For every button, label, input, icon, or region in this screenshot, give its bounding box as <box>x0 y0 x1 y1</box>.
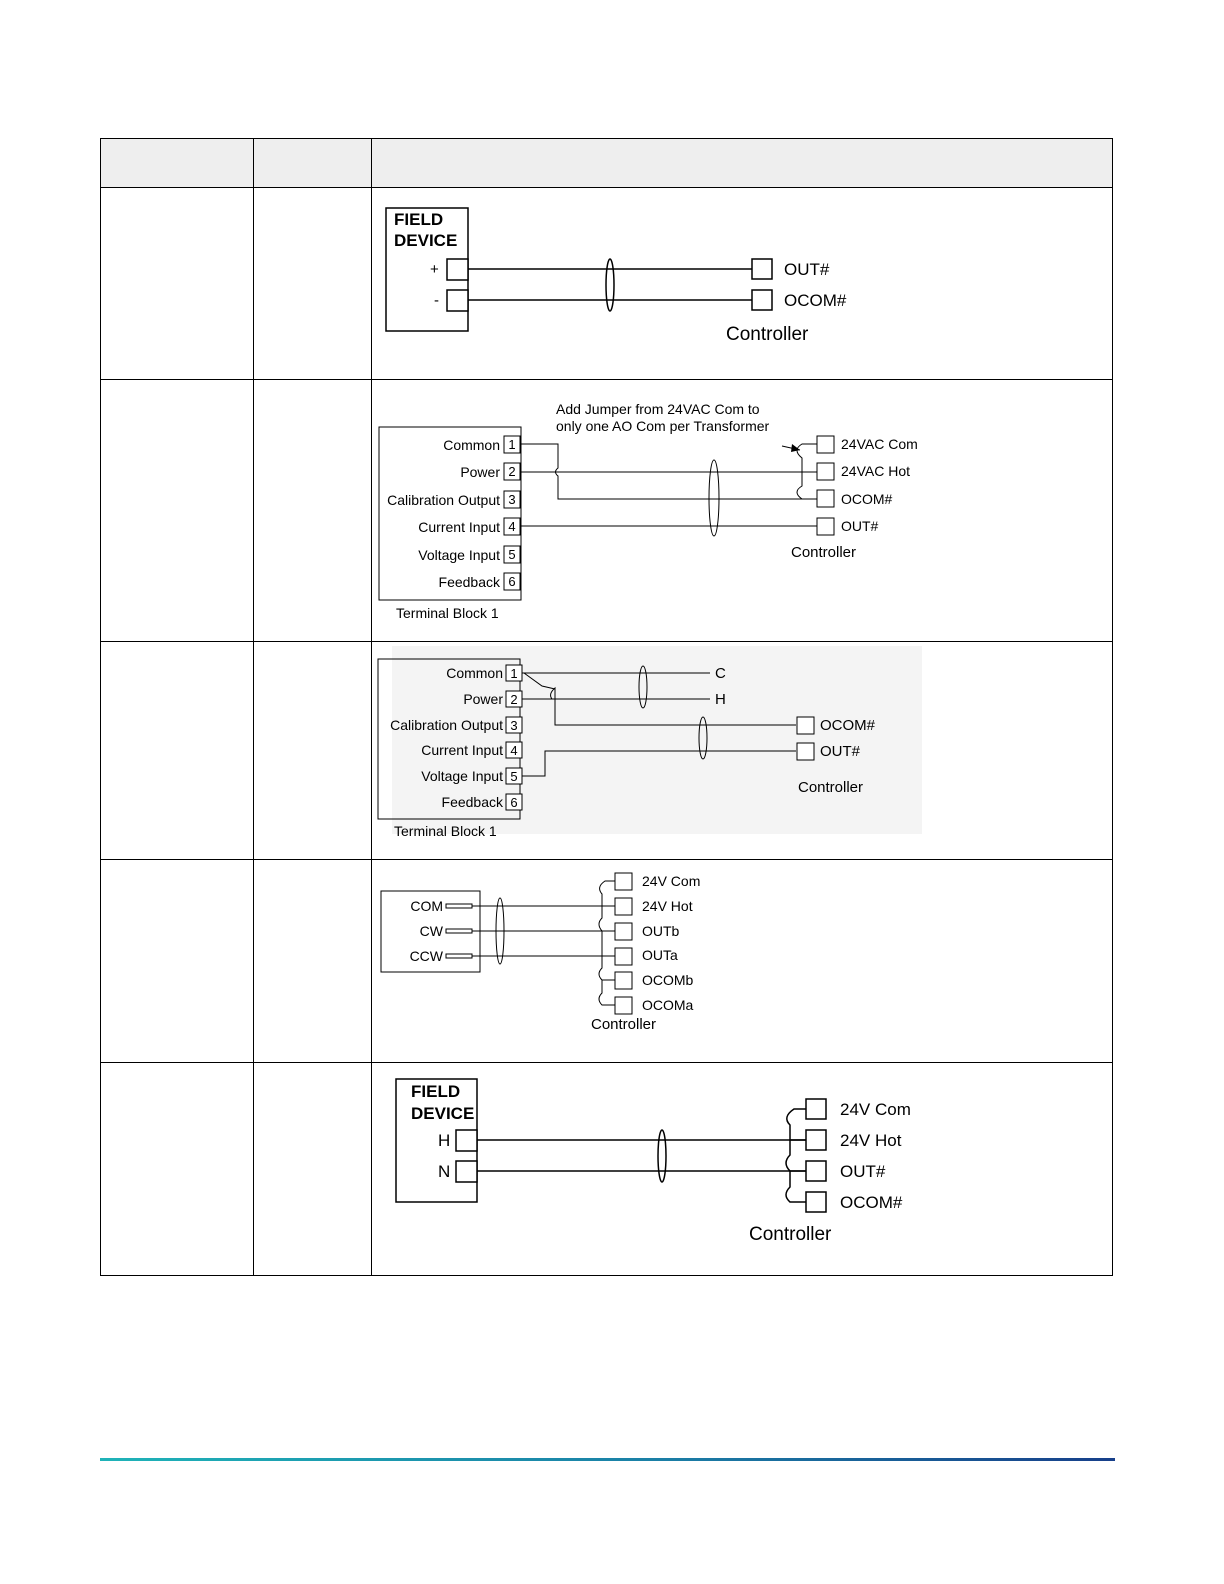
jumper-wire <box>600 881 615 906</box>
terminal-block-label: Terminal Block 1 <box>394 823 497 840</box>
terminal-number: 1 <box>508 437 516 453</box>
c-label: C <box>715 665 726 683</box>
wiring-diagram-3 <box>372 642 1110 857</box>
field-device-label: DEVICE <box>394 231 458 251</box>
wiring-table <box>100 138 1113 1276</box>
diagram-cell <box>372 188 1113 380</box>
jumper-wire <box>602 931 615 956</box>
table-row <box>101 642 1113 859</box>
controller-terminal-label: 24V Hot <box>840 1130 902 1150</box>
jumper-wire <box>599 906 615 931</box>
terminal-label: Calibration Output <box>390 717 503 734</box>
terminal-number: 3 <box>508 492 516 508</box>
table-row <box>101 1062 1113 1275</box>
jumper-wire <box>786 1140 806 1171</box>
field-device-label: FIELD <box>394 210 444 230</box>
table-cell <box>254 188 372 380</box>
field-device-label: FIELD <box>411 1081 461 1101</box>
table-header-cell <box>101 139 254 188</box>
terminal-number: 5 <box>510 769 518 785</box>
terminal-box <box>447 290 468 311</box>
terminal-label: Current Input <box>418 519 500 536</box>
out-label: OUT# <box>784 260 830 280</box>
device-terminal-label: CCW <box>409 947 443 964</box>
n-label: N <box>438 1161 451 1181</box>
twisted-pair-symbol <box>658 1130 666 1182</box>
ocom-label: OCOM# <box>784 291 847 311</box>
controller-terminal-label: 24V Com <box>840 1099 911 1119</box>
terminal-label: Common <box>446 665 503 682</box>
controller-terminal-label: OCOMb <box>642 971 694 988</box>
table-cell <box>254 859 372 1062</box>
table-row <box>101 380 1113 642</box>
table-header-cell <box>254 139 372 188</box>
twisted-pair-symbol <box>606 259 614 311</box>
terminal-number: 6 <box>508 574 516 590</box>
terminal-label: Current Input <box>421 742 503 759</box>
terminal-box <box>447 259 468 280</box>
jumper-wire <box>599 956 615 980</box>
controller-label: Controller <box>726 324 809 346</box>
terminal-label: Voltage Input <box>421 768 503 785</box>
jumper-wire <box>599 980 615 1005</box>
table-cell <box>101 642 254 859</box>
terminal-number: 1 <box>510 666 518 682</box>
controller-terminal-label: OCOM# <box>841 491 893 508</box>
h-label: H <box>438 1130 451 1150</box>
device-terminal-label: CW <box>419 922 443 939</box>
controller-terminal-label: 24VAC Hot <box>841 463 910 480</box>
terminal-number: 2 <box>508 464 516 480</box>
jumper-note: only one AO Com per Transformer <box>556 418 770 435</box>
terminal-number: 2 <box>510 692 518 708</box>
wiring-diagram-4 <box>372 860 1110 1061</box>
table-cell <box>101 380 254 642</box>
jumper-wire <box>786 1171 806 1202</box>
controller-terminal-label: OCOM# <box>840 1192 903 1212</box>
table-cell <box>254 1062 372 1275</box>
controller-terminal-label: 24VAC Com <box>841 436 918 453</box>
controller-terminal <box>752 259 772 279</box>
controller-label: Controller <box>591 1015 657 1033</box>
diagram-cell <box>372 380 1113 642</box>
terminal-label: Calibration Output <box>387 492 500 509</box>
terminal-box <box>456 1161 477 1182</box>
table-header-cell <box>372 139 1113 188</box>
wiring-diagram-1 <box>372 188 1110 378</box>
twisted-pair-symbol <box>709 460 719 536</box>
terminal-label: Common <box>443 437 500 454</box>
table-cell <box>101 1062 254 1275</box>
controller-label: Controller <box>749 1223 832 1245</box>
table-row <box>101 188 1113 380</box>
diagram-cell <box>372 642 1113 859</box>
table-cell <box>254 642 372 859</box>
wiring-diagram-5 <box>372 1063 1110 1274</box>
terminal-label: Power <box>463 691 503 708</box>
table-cell <box>101 859 254 1062</box>
arrow-head <box>791 444 800 452</box>
plus-label: + <box>430 261 439 279</box>
diagram-cell <box>372 1062 1113 1275</box>
footer-rule <box>100 1458 1115 1461</box>
terminal-label: Voltage Input <box>418 547 500 564</box>
table-header-row <box>101 139 1113 188</box>
controller-terminal-label: 24V Hot <box>642 897 693 914</box>
minus-label: - <box>434 292 439 310</box>
controller-terminal-label: OUT# <box>820 743 861 761</box>
terminal-block-label: Terminal Block 1 <box>396 605 499 622</box>
controller-terminal-label: OCOM# <box>820 717 876 735</box>
diagram-cell <box>372 859 1113 1062</box>
controller-label: Controller <box>798 779 864 797</box>
jumper-wire <box>787 1109 806 1140</box>
controller-terminal-label: OUTb <box>642 922 680 939</box>
controller-terminal-label: 24V Com <box>642 872 701 889</box>
controller-terminal-label: OCOMa <box>642 996 694 1013</box>
controller-terminal-label: OUTa <box>642 946 678 963</box>
controller-terminal-label: OUT# <box>840 1161 886 1181</box>
terminal-number: 6 <box>510 795 518 811</box>
terminal-number: 5 <box>508 547 516 563</box>
terminal-label: Power <box>460 464 500 481</box>
h-label: H <box>715 691 726 709</box>
terminal-number: 4 <box>508 519 516 535</box>
terminal-number: 3 <box>510 718 518 734</box>
controller-terminal-label: OUT# <box>841 518 879 535</box>
device-terminal-label: COM <box>410 897 443 914</box>
table-cell <box>101 188 254 380</box>
field-device-label: DEVICE <box>411 1103 475 1123</box>
controller-terminal <box>752 290 772 310</box>
terminal-label: Feedback <box>441 794 503 811</box>
terminal-number: 4 <box>510 743 518 759</box>
terminal-box <box>456 1130 477 1151</box>
table-cell <box>254 380 372 642</box>
jumper-note: Add Jumper from 24VAC Com to <box>556 401 760 418</box>
wiring-diagram-2 <box>372 380 1110 640</box>
terminal-label: Feedback <box>438 574 500 591</box>
table-row <box>101 859 1113 1062</box>
controller-label: Controller <box>791 544 857 562</box>
